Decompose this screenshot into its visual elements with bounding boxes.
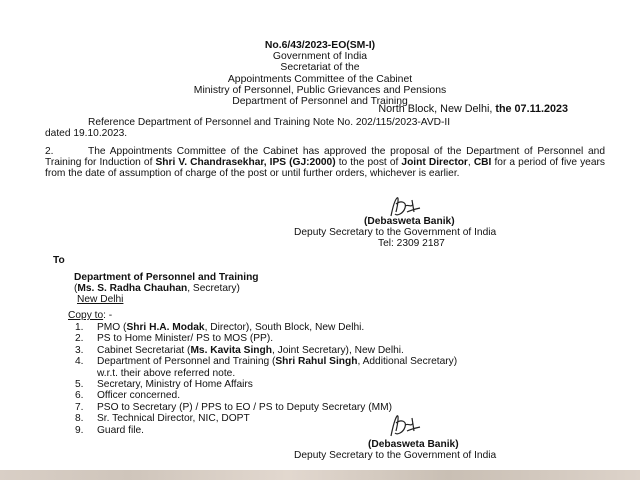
copy-to-heading [68,310,112,321]
header-government: Government of India [272,51,368,63]
addressee-secretary: (Ms. S. Radha Chauhan, Secretary) [74,283,240,294]
list-item-continuation: w.r.t. their above referred note. [97,367,236,379]
addressee-city: New Delhi [77,294,124,305]
organisation: CBI [473,157,492,169]
list-item: 1. PMO (Shri H.A. Modak, Director), South Block, New Delhi. [75,322,365,333]
paragraph-text-4: for a period of five years from the date of assumption of charge of the post or until further orders, whichever is earlier. [45,157,605,180]
addressee-department: Department of Personnel and Training [74,272,259,283]
officer-name: Shri V. Chandrasekhar, IPS (GJ:2000) [155,157,336,169]
list-item: 2. PS to Home Minister/ PS to MOS (PP). [75,333,274,345]
list-item: 9. Guard file. [75,424,144,436]
post-name: Joint Director [401,157,468,169]
reference-line-2: dated 19.10.2023. [45,128,128,139]
reference-line-1: Reference Department of Personnel and Training Note No. 202/115/2023-AVD-II [88,117,451,128]
list-item: 3. Cabinet Secretariat (Ms. Kavita Singh, Joint Secretary), New Delhi. [75,344,404,356]
signatory-designation-2: Deputy Secretary to the Government of India [294,450,497,461]
order-date: the 07.11.2023 [495,103,568,115]
copy-to-label: Copy to [68,310,104,321]
list-item: 8. Sr. Technical Director, NIC, DOPT [75,413,250,425]
paragraph-text-1: The Appointments Committee of the Cabinet has approved the proposal of the Department of Personnel and Training for Induction of [45,146,605,169]
signatory-name-2: (Debasweta Banik) [368,439,459,450]
header-department: Department of Personnel and Training [232,96,408,108]
header-secretariat: Secretariat of the [280,62,360,74]
document-header [0,40,640,107]
signature-image-2 [383,412,423,440]
signatory-telephone: Tel: 2309 2187 [378,238,445,249]
paragraph-2 [45,146,605,180]
paragraph-text-3: , [467,157,474,169]
list-item: 6. Officer concerned. [75,390,181,402]
signatory-designation-1: Deputy Secretary to the Government of India [294,227,497,238]
list-item: 7. PSO to Secretary (P) / PPS to EO / PS to Deputy Secretary (MM) [75,401,392,413]
scan-edge-strip [0,470,640,480]
place: North Block, New Delhi, [378,103,496,115]
paragraph-number: 2. [45,146,54,157]
reference-number: No.6/43/2023-EO(SM-I) [264,40,376,51]
place-date-line [378,104,568,115]
to-label: To [53,255,65,266]
list-item: 4. Department of Personnel and Training (Shri Rahul Singh, Additional Secretary) [75,356,458,368]
signatory-name-1: (Debasweta Banik) [364,216,455,227]
paragraph-text-2: to the post of [335,157,402,169]
header-acc: Appointments Committee of the Cabinet [227,73,413,85]
header-ministry: Ministry of Personnel, Public Grievances and Pensions [193,84,447,96]
copy-to-suffix: : - [103,310,113,321]
list-item: 5. Secretary, Ministry of Home Affairs [75,379,253,391]
